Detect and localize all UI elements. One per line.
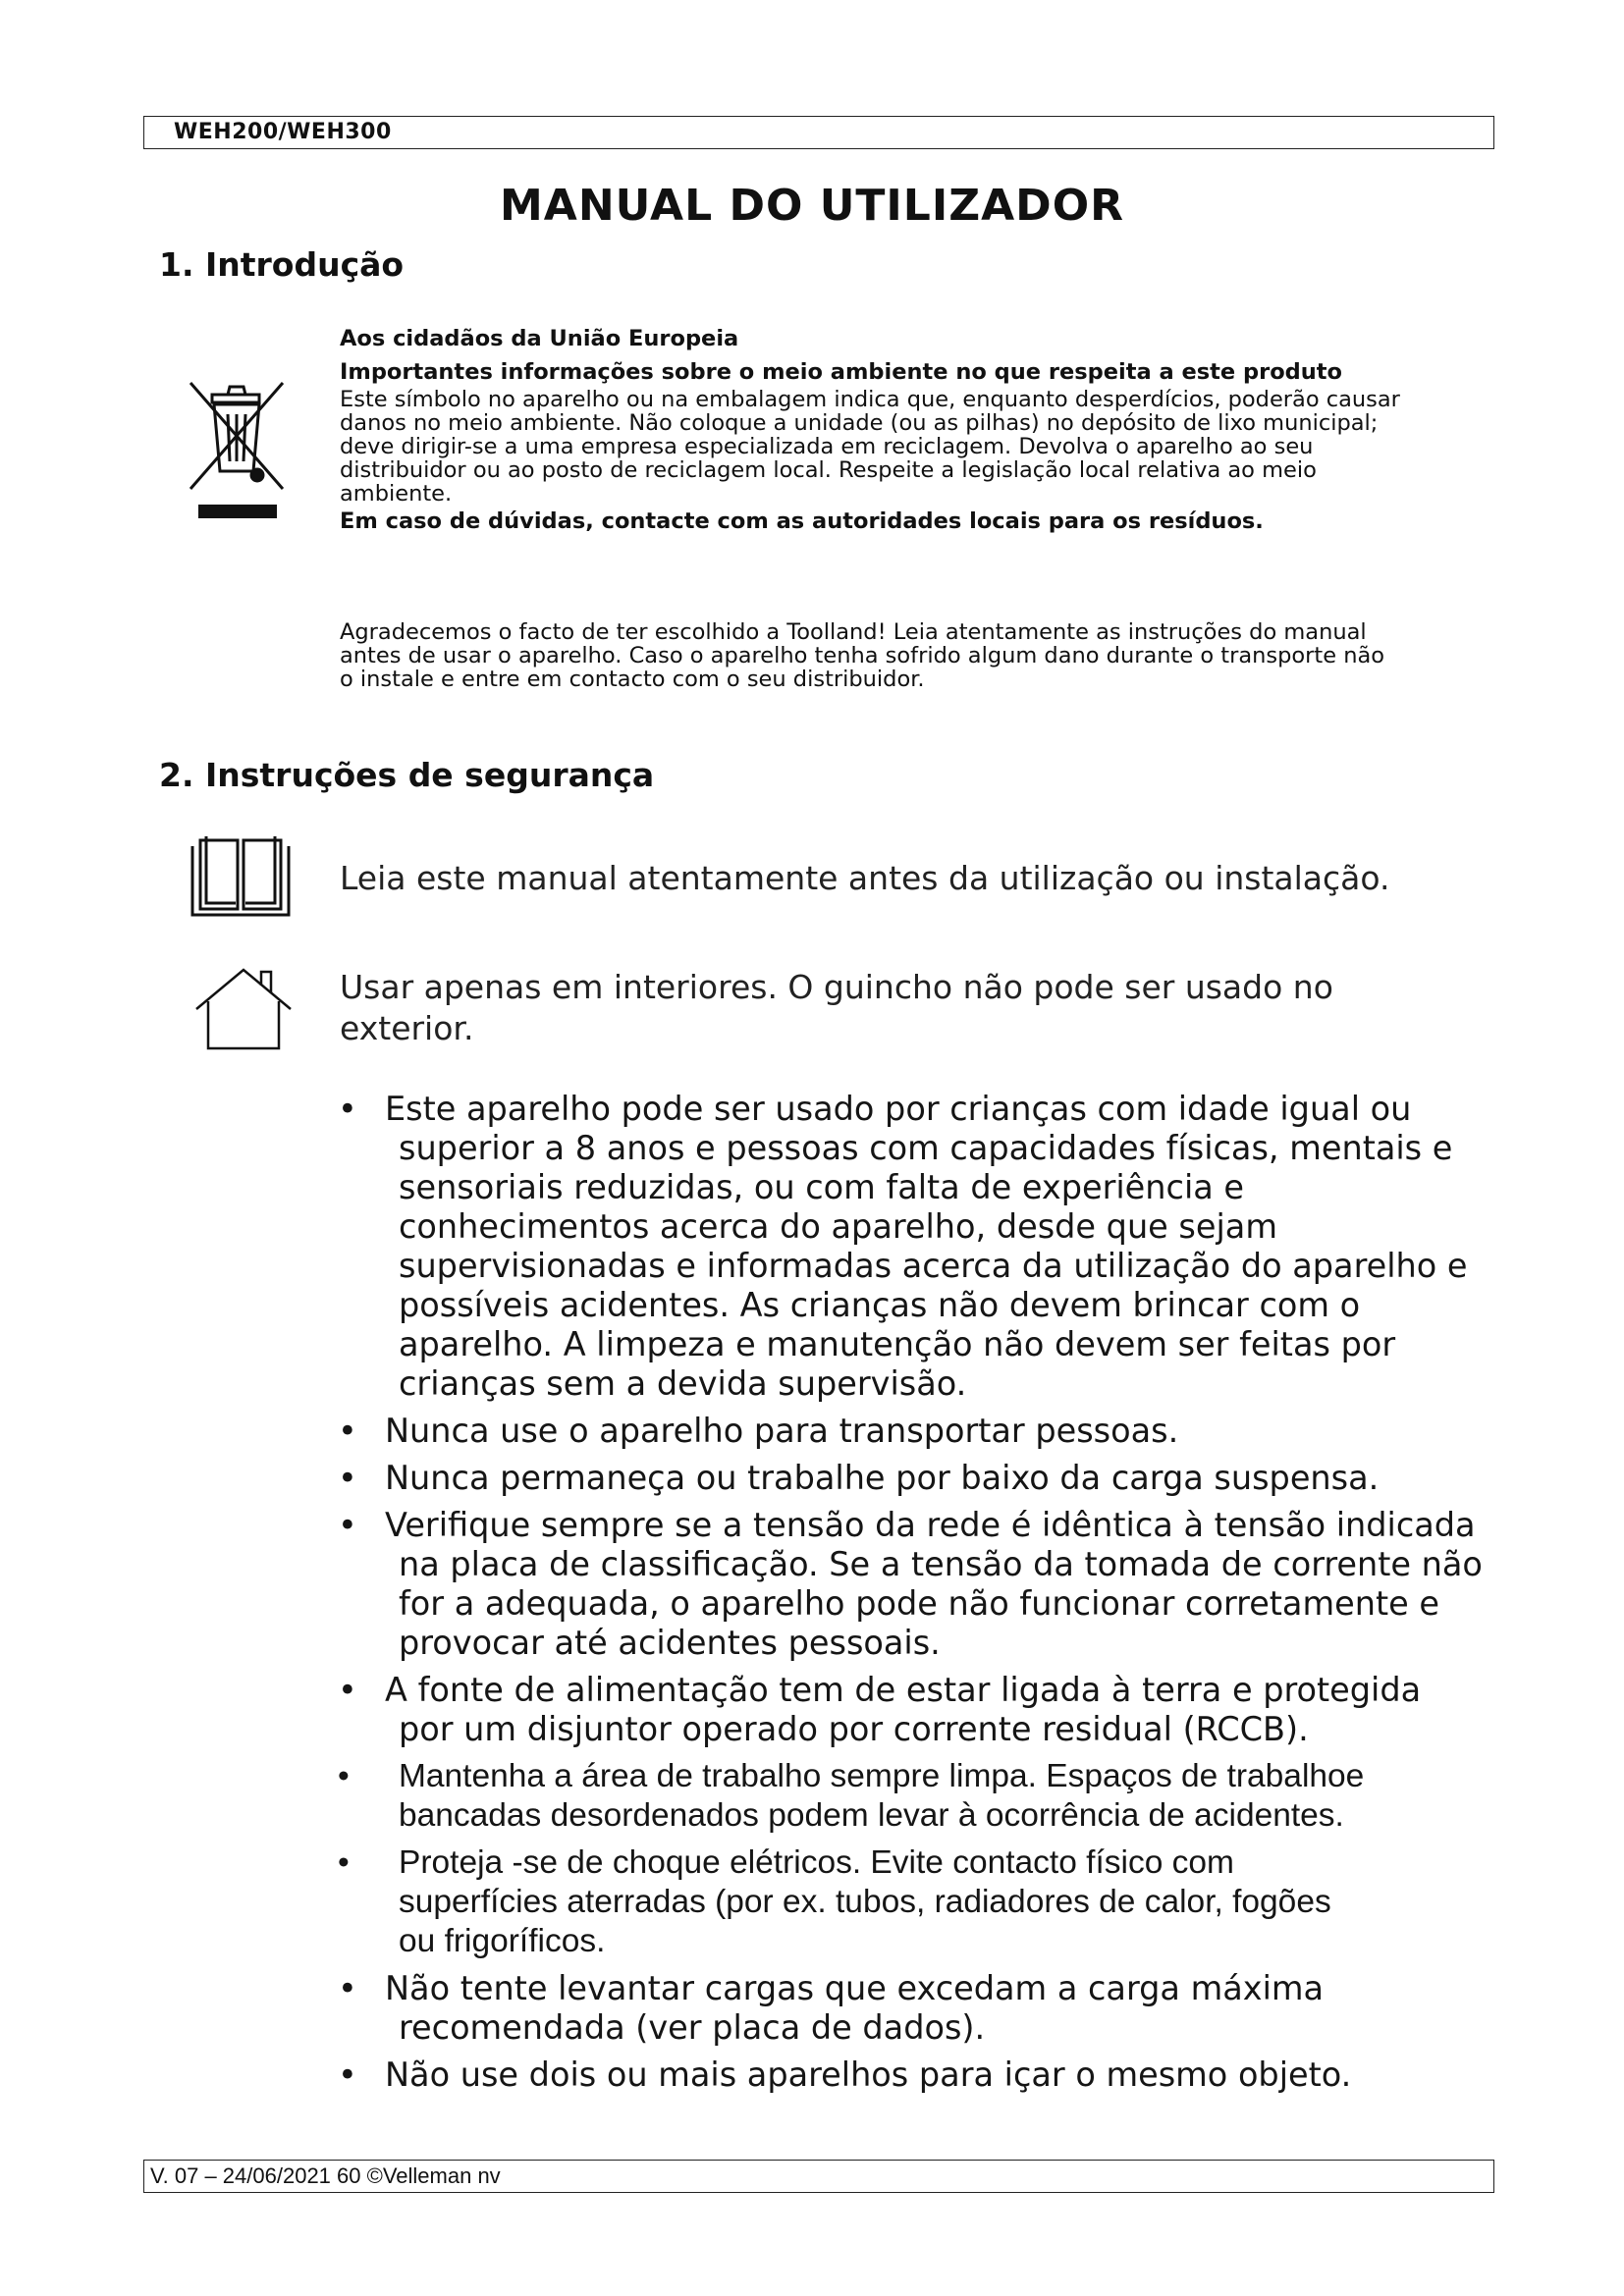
weee-line: danos no meio ambiente. Não coloque a unidade (ou as pilhas) no depósito de lixo municipal; <box>340 410 1379 436</box>
safety-bullet-list <box>334 1090 1492 2103</box>
weee-line: ambiente. <box>340 481 453 507</box>
thanks-line: antes de usar o aparelho. Caso o aparelho tenha sofrido algum dano durante o transporte não <box>340 643 1385 668</box>
read-manual-instruction: Leia este manual atentamente antes da utilização ou instalação. <box>340 859 1390 897</box>
model-number: WEH200/WEH300 <box>174 120 392 144</box>
weee-line: distribuidor ou ao posto de reciclagem local. Respeite a legislação local relativa ao meio <box>340 457 1317 483</box>
indoor-line: Usar apenas em interiores. O guincho não pode ser usado no <box>340 968 1333 1006</box>
thanks-line: Agradecemos o facto de ter escolhido a Toolland! Leia atentamente as instruções do manual <box>340 619 1367 645</box>
read-manual-book-icon <box>187 832 295 925</box>
list-item: • Nunca use o aparelho para transportar pessoas. <box>334 1412 1492 1451</box>
indoor-use-house-icon <box>192 964 295 1056</box>
weee-heading: Aos cidadãos da União Europeia <box>340 326 739 351</box>
list-item: • Este aparelho pode ser usado por crianças com idade igual ou superior a 8 anos e pessoas com capacidades físicas, mentais e sensoriais reduzidas, ou com falta de experiência e conhecimentos acerca do aparelho, desde que sejam supervisionadas e informadas acerca da utilização do aparelho e possíveis acidentes. As crianças não devem brincar com o aparelho. A limpeza e manutenção não devem ser feitas por crianças sem a devida supervisão. <box>334 1090 1492 1404</box>
weee-line: Este símbolo no aparelho ou na embalagem indica que, enquanto desperdícios, poderão causar <box>340 387 1400 412</box>
list-item: • Proteja -se de choque elétricos. Evite contacto físico com superfícies aterradas (por ex. tubos, radiadores de calor, fogões ou frigoríficos. <box>334 1843 1492 1961</box>
thanks-line: o instale e entre em contacto com o seu distribuidor. <box>340 667 925 692</box>
list-item: • Nunca permaneça ou trabalhe por baixo da carga suspensa. <box>334 1459 1492 1498</box>
section-heading-safety: 2. Instruções de segurança <box>159 756 655 794</box>
document-footer <box>143 2160 1494 2193</box>
indoor-line: exterior. <box>340 1009 474 1047</box>
weee-contact-note: Em caso de dúvidas, contacte com as autoridades locais para os resíduos. <box>340 508 1264 534</box>
section-heading-introduction: 1. Introdução <box>159 245 405 284</box>
list-item: • Não tente levantar cargas que excedam a carga máxima recomendada (ver placa de dados). <box>334 1969 1492 2048</box>
document-header <box>143 116 1494 149</box>
indoor-use-instruction <box>340 967 1333 1049</box>
thanks-paragraph <box>340 620 1479 691</box>
list-item: • Mantenha a área de trabalho sempre limpa. Espaços de trabalhoe bancadas desordenados podem levar à ocorrência de acidentes. <box>334 1757 1492 1836</box>
list-item: • Não use dois ou mais aparelhos para içar o mesmo objeto. <box>334 2056 1492 2095</box>
weee-notice <box>340 327 1479 533</box>
weee-subheading: Importantes informações sobre o meio ambiente no que respeita a este produto <box>340 359 1343 385</box>
footer-version-text: V. 07 – 24/06/2021 60 ©Velleman nv <box>150 2163 501 2188</box>
list-item: • Verifique sempre se a tensão da rede é idêntica à tensão indicada na placa de classificação. Se a tensão da tomada de corrente não for a adequada, o aparelho pode não funcionar corretamente e provocar até acidentes pessoais. <box>334 1506 1492 1663</box>
crossed-out-wheeled-bin-icon <box>183 373 291 534</box>
weee-line: deve dirigir-se a uma empresa especializada em reciclagem. Devolva o aparelho ao seu <box>340 434 1314 459</box>
list-item: • A fonte de alimentação tem de estar ligada à terra e protegida por um disjuntor operado por corrente residual (RCCB). <box>334 1671 1492 1749</box>
page-title: MANUAL DO UTILIZADOR <box>500 181 1124 231</box>
